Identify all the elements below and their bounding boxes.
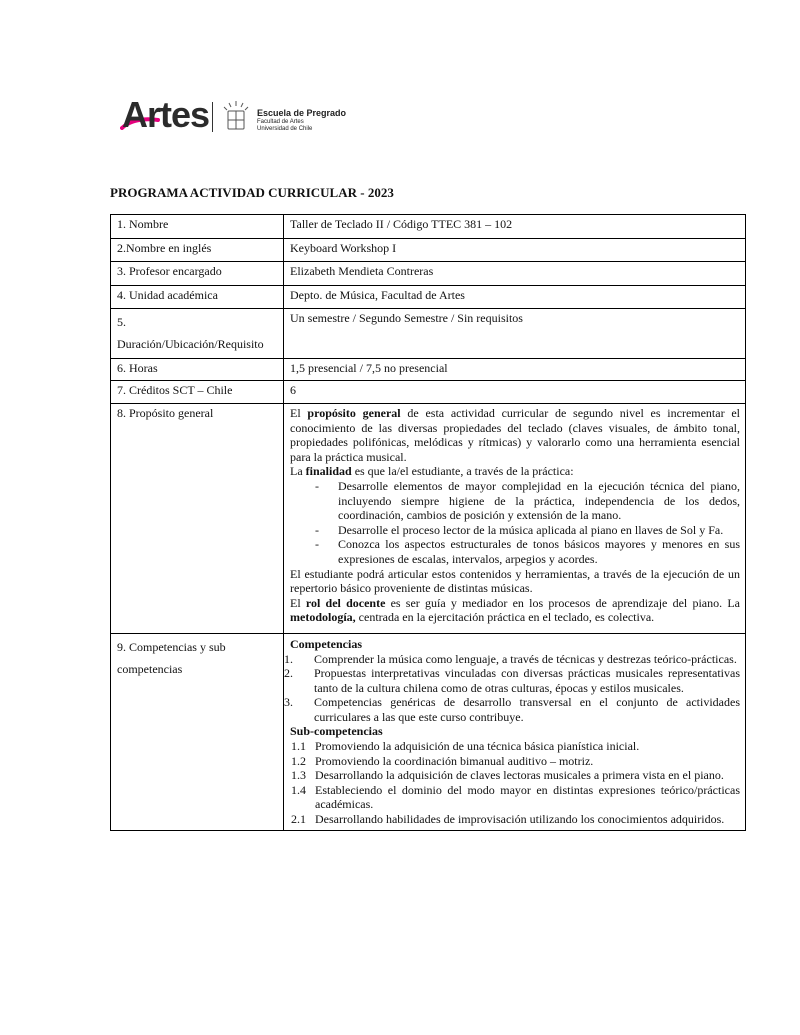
list-item [290,739,740,754]
item-number: 1.1 [291,739,306,754]
bold-term: metodología, [290,610,356,625]
list-item [290,768,740,783]
row-label: 4. Unidad académica [111,286,284,309]
table-row [111,359,746,381]
list-item [290,812,740,827]
list-item: - Desarrolle el proceso lector de la música aplicada al piano en llaves de Sol y Fa. [315,523,740,538]
purpose-paragraph [290,464,740,479]
item-number: 2.1 [291,812,306,827]
row-label-line: 9. Competencias y sub [117,639,226,654]
bold-term: propósito general [307,406,401,420]
list-item [284,666,740,695]
bold-term: finalidad [305,464,352,479]
competencies-cell [284,633,746,830]
row-value: Depto. de Música, Facultad de Artes [284,286,746,309]
row-label: 2.Nombre en inglés [111,239,284,262]
item-number: 1.2 [291,753,306,768]
subcompetencies-list [290,739,740,827]
item-number: 1. [284,651,293,666]
list-item [284,695,740,724]
row-label-line: Duración/Ubicación/Requisito [117,337,264,351]
table-row [111,239,746,262]
purpose-paragraph [290,406,740,464]
table-row [111,262,746,286]
item-text: Desarrollando la adquisición de claves lectoras musicales a primera vista en el piano. [315,768,724,783]
row-label: 8. Propósito general [111,404,284,634]
list-item: - Desarrolle elementos de mayor complejidad en la ejecución técnica del piano, incluyendo siempre higiene de la práctica, independencia de los dedos, coordinación, cambios de posición y extensión de la mano. [315,479,740,523]
list-item [290,783,740,812]
logo-wordmark: Artes [122,94,210,135]
item-number: 3. [284,695,293,710]
item-text: Desarrollando habilidades de improvisación utilizando los conocimientos adquiridos. [315,812,725,827]
item-text: Comprender la música como lenguaje, a través de técnicas y destrezas teórico-prácticas. [314,651,737,666]
item-text: Competencias genéricas de desarrollo transversal en el conjunto de actividades curriculares a las que este curso contribuye. [314,695,740,724]
text-run: es ser guía y mediador en los procesos de aprendizaje del piano. La [385,595,740,610]
text-run: El [290,595,306,610]
bold-term: rol del docente [305,595,386,610]
text-run: de esta actividad curricular de segundo nivel es incrementar el conocimiento de las diversas propiedades del teclado (claves visuales, de ámbito tonal, propiedades polifónicas, melódicas y rítmicas) y valorarlo como una herramienta esencial para la práctica musical. [290,406,740,464]
item-text: Propuestas interpretativas vinculadas con diversas prácticas musicales representativas tanto de la cultura chilena como de otras culturas, épocas y estilos musicales. [314,666,740,695]
list-item: - Conozca los aspectos estructurales de tonos básicos mayores y menores en sus expresiones de escalas, intervalos, arpegios y acordes. [315,537,740,566]
logo-school-name: Escuela de Pregrado [257,108,347,118]
row-label [111,309,284,359]
text-run: centrada en la ejercitación práctica en el teclado, es colectiva. [355,610,655,625]
row-label [111,633,284,830]
purpose-bullet-list [290,479,740,567]
table-row [111,633,746,830]
program-table [110,214,746,831]
university-seal-icon [219,100,253,134]
text-run: es que la/el estudiante, a través de la práctica: [351,464,574,479]
table-row [111,215,746,239]
item-number: 1.3 [291,768,306,783]
competencies-heading: Competencias [290,636,362,651]
logo-text [257,109,346,132]
row-label: 1. Nombre [111,215,284,239]
logo-separator [212,102,213,132]
subcompetencies-heading: Sub-competencias [290,724,383,739]
item-number: 2. [284,666,293,681]
item-text: Estableciendo el dominio del modo mayor en distintas expresiones teórico/prácticas académicas. [315,782,740,812]
row-value: 6 [284,381,746,404]
competencies-list [284,651,740,725]
row-value: Elizabeth Mendieta Contreras [284,262,746,286]
row-value: Keyboard Workshop I [284,239,746,262]
row-value: 1,5 presencial / 7,5 no presencial [284,359,746,381]
item-number: 1.4 [291,782,306,797]
row-label: 7. Créditos SCT – Chile [111,381,284,404]
row-label-line: competencias [117,661,183,676]
purpose-paragraph [290,596,740,625]
table-row [111,381,746,404]
item-text: Promoviendo la coordinación bimanual auditivo – motriz. [315,753,594,768]
row-label-line: 5. [117,315,126,329]
list-item [284,651,740,667]
purpose-cell [284,404,746,634]
document-title: PROGRAMA ACTIVIDAD CURRICULAR - 2023 [110,185,394,200]
table-row [111,309,746,359]
row-label: 6. Horas [111,359,284,381]
table-row [111,404,746,634]
row-value: Un semestre / Segundo Semestre / Sin requisitos [284,309,746,359]
row-label: 3. Profesor encargado [111,262,284,286]
logo-university-name: Universidad de Chile [257,126,313,132]
row-value: Taller de Teclado II / Código TTEC 381 – 102 [284,215,746,239]
purpose-paragraph: El estudiante podrá articular estos contenidos y herramientas, a través de la ejecución de un repertorio básico proveniente de distintas músicas. [290,566,740,596]
list-item [290,754,740,769]
item-text: Promoviendo la adquisición de una técnica básica pianística inicial. [315,739,640,754]
text-run: La [290,464,306,479]
table-row [111,286,746,309]
text-run: El [290,406,308,420]
logo-faculty-name: Facultad de Artes [257,119,304,125]
